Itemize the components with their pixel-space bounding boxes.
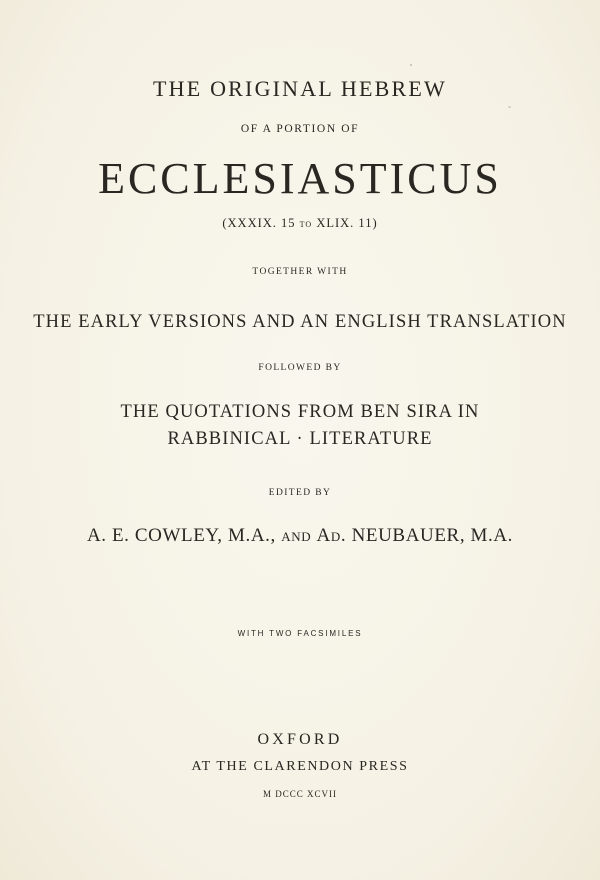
quotations-line-1: THE QUOTATIONS FROM BEN SIRA IN	[120, 402, 480, 422]
title-line-1: THE ORIGINAL HEBREW	[153, 76, 447, 101]
title-line-2: OF A PORTION OF	[240, 123, 360, 135]
editor-neubauer: NEUBAUER, M.A.	[351, 525, 514, 546]
facsimiles-note: WITH TWO FACSIMILES	[237, 629, 363, 638]
edited-by: EDITED BY	[268, 488, 332, 498]
range-end: XLIX. 11)	[316, 216, 378, 230]
editor-neubauer-prefix: Ad.	[316, 525, 347, 546]
quotations-line-2: RABBINICAL · LITERATURE	[167, 429, 433, 449]
paper-speck	[508, 106, 511, 108]
imprint-place: OXFORD	[257, 731, 343, 748]
range-to: to	[299, 218, 313, 230]
main-title: ECCLESIASTICUS	[98, 154, 502, 203]
followed-by: FOLLOWED BY	[258, 363, 342, 373]
editors-line	[0, 525, 600, 547]
imprint-publisher: AT THE CLARENDON PRESS	[191, 759, 409, 774]
imprint-year: M DCCC XCVII	[262, 789, 337, 799]
range-start: (XXXIX. 15	[222, 216, 296, 230]
editor-cowley: A. E. COWLEY, M.A.,	[86, 525, 276, 546]
together-with: TOGETHER WITH	[252, 267, 348, 277]
paper-speck	[410, 64, 412, 66]
editors-and: and	[281, 525, 312, 546]
versions-line: THE EARLY VERSIONS AND AN ENGLISH TRANSLATION	[33, 312, 567, 332]
chapter-range	[0, 216, 600, 231]
